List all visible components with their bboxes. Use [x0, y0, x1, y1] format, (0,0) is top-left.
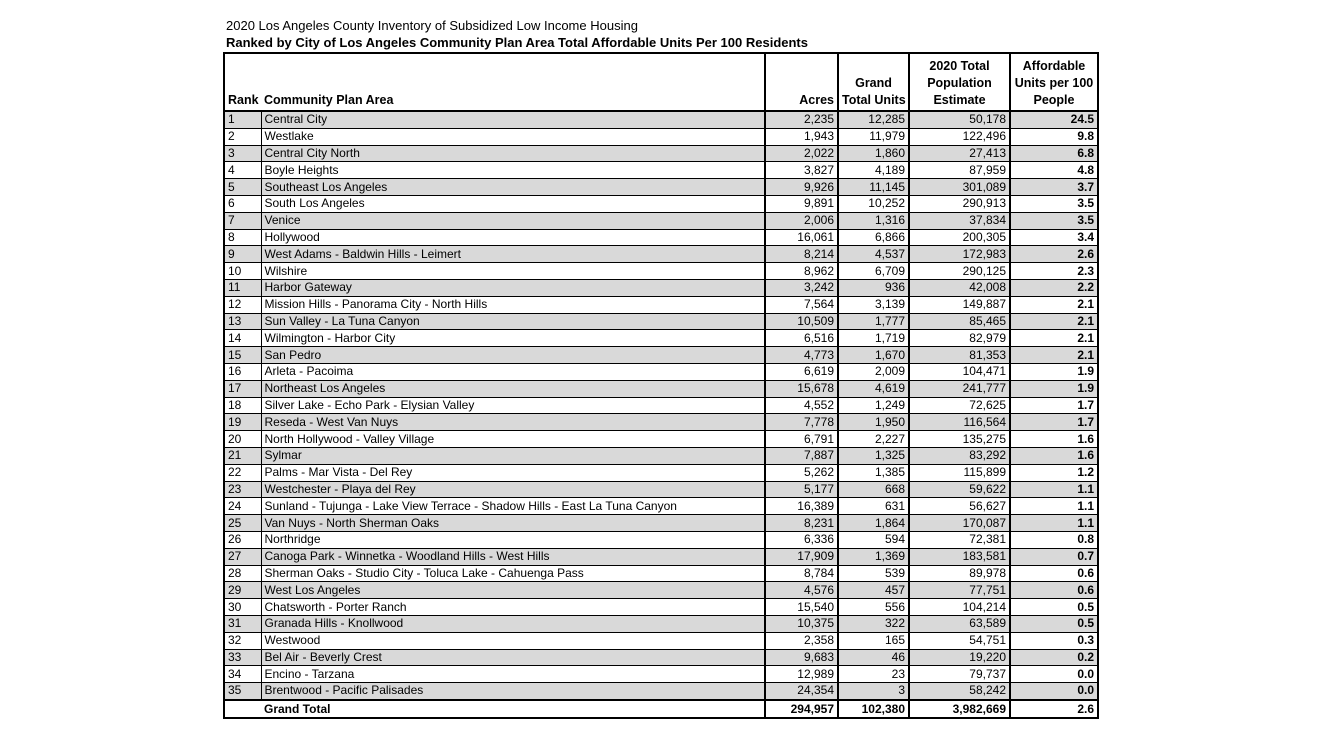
- community-plan-area-cell: Sun Valley - La Tuna Canyon: [261, 313, 765, 330]
- rank-cell: 27: [224, 548, 261, 565]
- population-cell: 87,959: [909, 162, 1010, 179]
- rank-cell: 16: [224, 363, 261, 380]
- population-cell: 82,979: [909, 330, 1010, 347]
- community-plan-area-cell: Westchester - Playa del Rey: [261, 481, 765, 498]
- grand-total-units-cell: 4,189: [838, 162, 909, 179]
- header-line: 2020 Total: [929, 59, 990, 73]
- affordable-units-rate-cell: 2.3: [1010, 263, 1098, 280]
- header-line: Total Units: [842, 93, 906, 107]
- acres-cell: 8,784: [765, 565, 838, 582]
- community-plan-area-cell: San Pedro: [261, 347, 765, 364]
- rank-cell: 14: [224, 330, 261, 347]
- acres-cell: 2,358: [765, 632, 838, 649]
- grand-total-units-cell: 631: [838, 498, 909, 515]
- rank-cell: 18: [224, 397, 261, 414]
- rank-cell: 26: [224, 531, 261, 548]
- community-plan-area-cell: Van Nuys - North Sherman Oaks: [261, 515, 765, 532]
- grand-total-units-cell: 2,009: [838, 363, 909, 380]
- total-acres: 294,957: [765, 700, 838, 718]
- grand-total-units-cell: 1,325: [838, 447, 909, 464]
- rank-cell: 29: [224, 582, 261, 599]
- table-row: [224, 464, 1098, 481]
- table-row: [224, 330, 1098, 347]
- affordable-units-rate-cell: 1.7: [1010, 397, 1098, 414]
- grand-total-row: [224, 700, 1098, 718]
- community-plan-area-cell: Harbor Gateway: [261, 279, 765, 296]
- grand-total-units-cell: 12,285: [838, 111, 909, 128]
- population-cell: 19,220: [909, 649, 1010, 666]
- population-cell: 58,242: [909, 683, 1010, 700]
- population-cell: 85,465: [909, 313, 1010, 330]
- table-body: [224, 111, 1098, 700]
- table-row: [224, 212, 1098, 229]
- acres-cell: 4,552: [765, 397, 838, 414]
- population-cell: 72,625: [909, 397, 1010, 414]
- acres-cell: 12,989: [765, 666, 838, 683]
- population-cell: 241,777: [909, 380, 1010, 397]
- acres-cell: 8,231: [765, 515, 838, 532]
- community-plan-area-cell: West Los Angeles: [261, 582, 765, 599]
- acres-cell: 17,909: [765, 548, 838, 565]
- table-row: [224, 347, 1098, 364]
- table-row: [224, 229, 1098, 246]
- affordable-units-rate-cell: 2.1: [1010, 330, 1098, 347]
- grand-total-units-cell: 11,145: [838, 179, 909, 196]
- grand-total-units-cell: 23: [838, 666, 909, 683]
- acres-cell: 2,235: [765, 111, 838, 128]
- rank-cell: 30: [224, 599, 261, 616]
- table-row: [224, 313, 1098, 330]
- population-cell: 37,834: [909, 212, 1010, 229]
- population-cell: 79,737: [909, 666, 1010, 683]
- grand-total-units-cell: 1,316: [838, 212, 909, 229]
- table-row: [224, 179, 1098, 196]
- population-cell: 172,983: [909, 246, 1010, 263]
- header-line: Estimate: [933, 93, 986, 107]
- population-cell: 290,125: [909, 263, 1010, 280]
- rank-cell: 24: [224, 498, 261, 515]
- acres-cell: 7,887: [765, 447, 838, 464]
- rank-cell: 4: [224, 162, 261, 179]
- population-cell: 27,413: [909, 145, 1010, 162]
- affordable-units-rate-cell: 3.4: [1010, 229, 1098, 246]
- grand-total-units-cell: 1,719: [838, 330, 909, 347]
- affordable-units-rate-cell: 2.1: [1010, 347, 1098, 364]
- community-plan-area-cell: North Hollywood - Valley Village: [261, 431, 765, 448]
- table-row: [224, 649, 1098, 666]
- affordable-units-rate-cell: 3.7: [1010, 179, 1098, 196]
- affordable-units-rate-cell: 3.5: [1010, 212, 1098, 229]
- affordable-units-rate-cell: 1.9: [1010, 363, 1098, 380]
- population-estimate-header: [909, 53, 1010, 111]
- affordable-units-rate-cell: 4.8: [1010, 162, 1098, 179]
- community-plan-area-cell: Mission Hills - Panorama City - North Hills: [261, 296, 765, 313]
- affordable-units-rate-cell: 1.2: [1010, 464, 1098, 481]
- community-plan-area-cell: Sylmar: [261, 447, 765, 464]
- acres-cell: 3,242: [765, 279, 838, 296]
- grand-total-units-cell: 2,227: [838, 431, 909, 448]
- table-row: [224, 279, 1098, 296]
- acres-cell: 2,022: [765, 145, 838, 162]
- grand-total-units-header: [838, 53, 909, 111]
- rank-cell: 17: [224, 380, 261, 397]
- rank-cell: 5: [224, 179, 261, 196]
- acres-cell: 7,778: [765, 414, 838, 431]
- community-plan-area-cell: Northeast Los Angeles: [261, 380, 765, 397]
- community-plan-area-cell: Central City North: [261, 145, 765, 162]
- community-plan-area-cell: Granada Hills - Knollwood: [261, 615, 765, 632]
- table-row: [224, 397, 1098, 414]
- table-row: [224, 263, 1098, 280]
- population-cell: 170,087: [909, 515, 1010, 532]
- community-plan-area-cell: Venice: [261, 212, 765, 229]
- population-cell: 104,214: [909, 599, 1010, 616]
- affordable-units-rate-cell: 2.2: [1010, 279, 1098, 296]
- acres-cell: 8,962: [765, 263, 838, 280]
- header-line: Grand: [855, 76, 892, 90]
- header-line: Units per 100: [1014, 76, 1094, 90]
- report-title: 2020 Los Angeles County Inventory of Subsidized Low Income Housing: [226, 18, 638, 33]
- community-plan-area-header: Community Plan Area: [261, 53, 765, 111]
- grand-total-units-cell: 556: [838, 599, 909, 616]
- population-cell: 63,589: [909, 615, 1010, 632]
- rank-cell: 11: [224, 279, 261, 296]
- grand-total-units-cell: 4,619: [838, 380, 909, 397]
- community-plan-area-cell: Northridge: [261, 531, 765, 548]
- rank-cell: 22: [224, 464, 261, 481]
- rank-cell: 12: [224, 296, 261, 313]
- acres-cell: 16,389: [765, 498, 838, 515]
- affordable-units-rate-cell: 0.5: [1010, 599, 1098, 616]
- acres-cell: 9,891: [765, 195, 838, 212]
- table-row: [224, 599, 1098, 616]
- table-row: [224, 447, 1098, 464]
- affordable-units-per-100-header: [1010, 53, 1098, 111]
- total-units: 102,380: [838, 700, 909, 718]
- affordable-units-rate-cell: 0.2: [1010, 649, 1098, 666]
- rank-cell: 35: [224, 683, 261, 700]
- table-row: [224, 515, 1098, 532]
- population-cell: 83,292: [909, 447, 1010, 464]
- community-plan-area-cell: West Adams - Baldwin Hills - Leimert: [261, 246, 765, 263]
- community-plan-area-cell: Bel Air - Beverly Crest: [261, 649, 765, 666]
- population-cell: 81,353: [909, 347, 1010, 364]
- grand-total-units-cell: 322: [838, 615, 909, 632]
- community-plan-area-cell: Central City: [261, 111, 765, 128]
- population-cell: 183,581: [909, 548, 1010, 565]
- rank-cell: 6: [224, 195, 261, 212]
- table-row: [224, 128, 1098, 145]
- affordable-units-rate-cell: 0.8: [1010, 531, 1098, 548]
- population-cell: 135,275: [909, 431, 1010, 448]
- community-plan-area-cell: Reseda - West Van Nuys: [261, 414, 765, 431]
- population-cell: 290,913: [909, 195, 1010, 212]
- community-plan-area-cell: Sherman Oaks - Studio City - Toluca Lake - Cahuenga Pass: [261, 565, 765, 582]
- header-line: Population: [927, 76, 992, 90]
- population-cell: 115,899: [909, 464, 1010, 481]
- affordable-units-rate-cell: 1.6: [1010, 447, 1098, 464]
- affordable-units-rate-cell: 1.9: [1010, 380, 1098, 397]
- affordable-units-rate-cell: 0.6: [1010, 565, 1098, 582]
- rank-cell: 28: [224, 565, 261, 582]
- community-plan-area-cell: Westlake: [261, 128, 765, 145]
- affordable-units-rate-cell: 0.7: [1010, 548, 1098, 565]
- affordable-units-rate-cell: 1.1: [1010, 481, 1098, 498]
- community-plan-area-cell: Wilmington - Harbor City: [261, 330, 765, 347]
- rank-cell: 21: [224, 447, 261, 464]
- acres-cell: 4,576: [765, 582, 838, 599]
- affordable-units-rate-cell: 1.1: [1010, 515, 1098, 532]
- table-row: [224, 246, 1098, 263]
- affordable-units-rate-cell: 0.6: [1010, 582, 1098, 599]
- grand-total-units-cell: 6,709: [838, 263, 909, 280]
- acres-cell: 1,943: [765, 128, 838, 145]
- acres-header: Acres: [765, 53, 838, 111]
- table-row: [224, 162, 1098, 179]
- grand-total-units-cell: 539: [838, 565, 909, 582]
- acres-cell: 2,006: [765, 212, 838, 229]
- affordable-units-rate-cell: 3.5: [1010, 195, 1098, 212]
- total-rank-cell: [224, 700, 261, 718]
- table-row: [224, 414, 1098, 431]
- acres-cell: 6,336: [765, 531, 838, 548]
- total-rate: 2.6: [1010, 700, 1098, 718]
- grand-total-units-cell: 46: [838, 649, 909, 666]
- acres-cell: 15,678: [765, 380, 838, 397]
- affordable-units-rate-cell: 2.1: [1010, 296, 1098, 313]
- grand-total-units-cell: 11,979: [838, 128, 909, 145]
- rank-cell: 13: [224, 313, 261, 330]
- population-cell: 42,008: [909, 279, 1010, 296]
- rank-cell: 10: [224, 263, 261, 280]
- table-row: [224, 666, 1098, 683]
- rank-cell: 8: [224, 229, 261, 246]
- rank-header: Rank: [224, 53, 261, 111]
- grand-total-units-cell: 594: [838, 531, 909, 548]
- table-row: [224, 565, 1098, 582]
- grand-total-units-cell: 1,385: [838, 464, 909, 481]
- table-row: [224, 615, 1098, 632]
- community-plan-area-cell: South Los Angeles: [261, 195, 765, 212]
- rank-cell: 2: [224, 128, 261, 145]
- table-row: [224, 481, 1098, 498]
- grand-total-units-cell: 1,950: [838, 414, 909, 431]
- population-cell: 77,751: [909, 582, 1010, 599]
- acres-cell: 5,177: [765, 481, 838, 498]
- grand-total-units-cell: 4,537: [838, 246, 909, 263]
- rank-cell: 7: [224, 212, 261, 229]
- grand-total-units-cell: 1,670: [838, 347, 909, 364]
- table-row: [224, 498, 1098, 515]
- header-line: People: [1033, 93, 1075, 107]
- rank-cell: 34: [224, 666, 261, 683]
- acres-cell: 24,354: [765, 683, 838, 700]
- affordable-units-rate-cell: 2.6: [1010, 246, 1098, 263]
- affordable-units-rate-cell: 2.1: [1010, 313, 1098, 330]
- population-cell: 50,178: [909, 111, 1010, 128]
- acres-cell: 4,773: [765, 347, 838, 364]
- grand-total-units-cell: 1,860: [838, 145, 909, 162]
- rank-cell: 32: [224, 632, 261, 649]
- community-plan-area-cell: Hollywood: [261, 229, 765, 246]
- acres-cell: 8,214: [765, 246, 838, 263]
- affordable-units-rate-cell: 0.0: [1010, 666, 1098, 683]
- community-plan-area-cell: Canoga Park - Winnetka - Woodland Hills - West Hills: [261, 548, 765, 565]
- grand-total-units-cell: 165: [838, 632, 909, 649]
- table-row: [224, 111, 1098, 128]
- table-row: [224, 363, 1098, 380]
- acres-cell: 5,262: [765, 464, 838, 481]
- population-cell: 89,978: [909, 565, 1010, 582]
- acres-cell: 7,564: [765, 296, 838, 313]
- report-subtitle: Ranked by City of Los Angeles Community Plan Area Total Affordable Units Per 100 Residents: [226, 35, 808, 50]
- table-row: [224, 380, 1098, 397]
- community-plan-area-cell: Wilshire: [261, 263, 765, 280]
- community-plan-area-cell: Silver Lake - Echo Park - Elysian Valley: [261, 397, 765, 414]
- rank-cell: 20: [224, 431, 261, 448]
- population-cell: 59,622: [909, 481, 1010, 498]
- acres-cell: 6,791: [765, 431, 838, 448]
- grand-total-units-cell: 1,369: [838, 548, 909, 565]
- acres-cell: 16,061: [765, 229, 838, 246]
- affordable-units-rate-cell: 24.5: [1010, 111, 1098, 128]
- header-line: Affordable: [1022, 59, 1086, 73]
- community-plan-area-cell: Arleta - Pacoima: [261, 363, 765, 380]
- grand-total-units-cell: 1,864: [838, 515, 909, 532]
- table-row: [224, 548, 1098, 565]
- inventory-table: [223, 52, 1099, 719]
- table-row: [224, 296, 1098, 313]
- community-plan-area-cell: Sunland - Tujunga - Lake View Terrace - Shadow Hills - East La Tuna Canyon: [261, 498, 765, 515]
- population-cell: 149,887: [909, 296, 1010, 313]
- total-label: Grand Total: [261, 700, 765, 718]
- grand-total-units-cell: 3,139: [838, 296, 909, 313]
- table-row: [224, 582, 1098, 599]
- population-cell: 104,471: [909, 363, 1010, 380]
- affordable-units-rate-cell: 9.8: [1010, 128, 1098, 145]
- acres-cell: 9,683: [765, 649, 838, 666]
- rank-cell: 19: [224, 414, 261, 431]
- grand-total-units-cell: 6,866: [838, 229, 909, 246]
- table-row: [224, 531, 1098, 548]
- acres-cell: 3,827: [765, 162, 838, 179]
- population-cell: 72,381: [909, 531, 1010, 548]
- population-cell: 122,496: [909, 128, 1010, 145]
- rank-cell: 3: [224, 145, 261, 162]
- total-population: 3,982,669: [909, 700, 1010, 718]
- header-row: [224, 53, 1098, 111]
- population-cell: 54,751: [909, 632, 1010, 649]
- acres-cell: 6,516: [765, 330, 838, 347]
- acres-cell: 9,926: [765, 179, 838, 196]
- affordable-units-rate-cell: 1.6: [1010, 431, 1098, 448]
- community-plan-area-cell: Boyle Heights: [261, 162, 765, 179]
- affordable-units-rate-cell: 1.1: [1010, 498, 1098, 515]
- affordable-units-rate-cell: 0.5: [1010, 615, 1098, 632]
- table-row: [224, 195, 1098, 212]
- grand-total-units-cell: 936: [838, 279, 909, 296]
- population-cell: 116,564: [909, 414, 1010, 431]
- rank-cell: 15: [224, 347, 261, 364]
- rank-cell: 31: [224, 615, 261, 632]
- grand-total-units-cell: 10,252: [838, 195, 909, 212]
- grand-total-units-cell: 1,777: [838, 313, 909, 330]
- table-row: [224, 145, 1098, 162]
- community-plan-area-cell: Chatsworth - Porter Ranch: [261, 599, 765, 616]
- acres-cell: 10,375: [765, 615, 838, 632]
- rank-cell: 9: [224, 246, 261, 263]
- community-plan-area-cell: Southeast Los Angeles: [261, 179, 765, 196]
- table-row: [224, 632, 1098, 649]
- grand-total-units-cell: 457: [838, 582, 909, 599]
- rank-cell: 33: [224, 649, 261, 666]
- acres-cell: 10,509: [765, 313, 838, 330]
- acres-cell: 15,540: [765, 599, 838, 616]
- community-plan-area-cell: Brentwood - Pacific Palisades: [261, 683, 765, 700]
- population-cell: 200,305: [909, 229, 1010, 246]
- affordable-units-rate-cell: 0.0: [1010, 683, 1098, 700]
- population-cell: 301,089: [909, 179, 1010, 196]
- population-cell: 56,627: [909, 498, 1010, 515]
- grand-total-units-cell: 668: [838, 481, 909, 498]
- grand-total-units-cell: 3: [838, 683, 909, 700]
- rank-cell: 1: [224, 111, 261, 128]
- rank-cell: 25: [224, 515, 261, 532]
- affordable-units-rate-cell: 6.8: [1010, 145, 1098, 162]
- rank-cell: 23: [224, 481, 261, 498]
- affordable-units-rate-cell: 1.7: [1010, 414, 1098, 431]
- table-row: [224, 431, 1098, 448]
- table-row: [224, 683, 1098, 700]
- community-plan-area-cell: Encino - Tarzana: [261, 666, 765, 683]
- acres-cell: 6,619: [765, 363, 838, 380]
- affordable-units-rate-cell: 0.3: [1010, 632, 1098, 649]
- community-plan-area-cell: Palms - Mar Vista - Del Rey: [261, 464, 765, 481]
- grand-total-units-cell: 1,249: [838, 397, 909, 414]
- community-plan-area-cell: Westwood: [261, 632, 765, 649]
